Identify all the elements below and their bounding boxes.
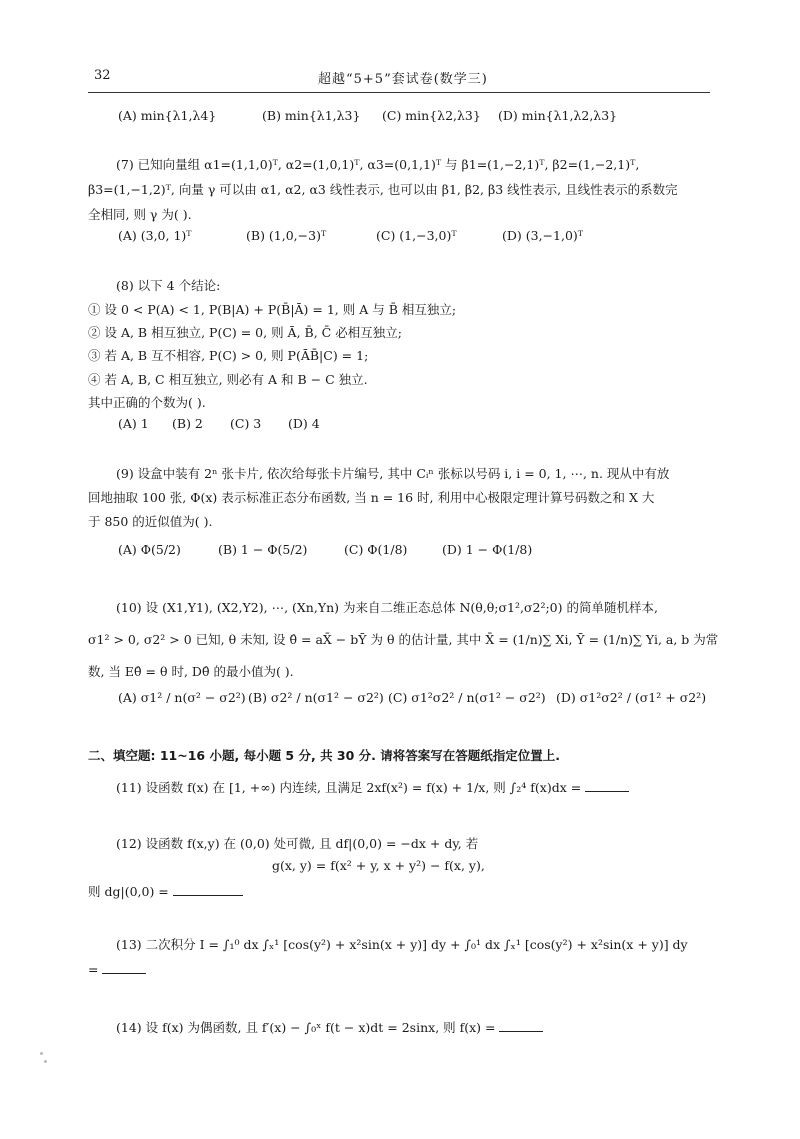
- q9-option-b: (B) 1 − Φ(5/2): [218, 542, 308, 557]
- q7-line-3: 全相同, 则 γ 为( ).: [88, 207, 192, 222]
- q7-option-c: (C) (1,−3,0)ᵀ: [376, 228, 457, 243]
- q12-answer-blank[interactable]: [173, 885, 243, 896]
- header-rule: [88, 92, 710, 93]
- q7-option-b: (B) (1,0,−3)ᵀ: [246, 228, 327, 243]
- q13-equals: =: [88, 962, 99, 977]
- q10-line-3: 数, 当 Eθ̂ = θ 时, Dθ̂ 的最小值为( ).: [88, 664, 294, 679]
- q6-option-a: (A) min{λ1,λ4}: [118, 108, 217, 123]
- q10-option-c: (C) σ1²σ2² / n(σ1² − σ2²): [388, 690, 546, 705]
- q7-option-a: (A) (3,0, 1)ᵀ: [118, 228, 192, 243]
- q7-line-2: β3=(1,−1,2)ᵀ, 向量 γ 可以由 α1, α2, α3 线性表示, 也可以由 β1, β2, β3 线性表示, 且线性表示的系数完: [88, 182, 678, 197]
- q9-option-c: (C) Φ(1/8): [344, 542, 408, 557]
- q8-option-a: (A) 1: [118, 416, 149, 431]
- q13-line-1: (13) 二次积分 I = ∫₁⁰ dx ∫ₓ¹ [cos(y²) + x²sin(x + y)] dy + ∫₀¹ dx ∫ₓ¹ [cos(y²) + x²sin(x + y)] dy: [116, 937, 688, 952]
- q7-line-1: (7) 已知向量组 α1=(1,1,0)ᵀ, α2=(1,0,1)ᵀ, α3=(0,1,1)ᵀ 与 β1=(1,−2,1)ᵀ, β2=(1,−2,1)ᵀ,: [116, 157, 640, 172]
- scan-dot: [44, 1060, 47, 1063]
- q10-line-2: σ1² > 0, σ2² > 0 已知, θ 未知, 设 θ̂ = aX̄ − bȲ 为 θ 的估计量, 其中 X̄ = (1/n)∑ Xi, Ȳ = (1/n)∑ Yi, a, b 为常: [88, 632, 719, 647]
- q10-option-a: (A) σ1² / n(σ² − σ2²): [118, 690, 246, 705]
- q10-option-d: (D) σ1²σ2² / (σ1² + σ2²): [556, 690, 707, 705]
- q9-line-3: 于 850 的近似值为( ).: [88, 514, 213, 529]
- q6-option-d: (D) min{λ1,λ2,λ3}: [498, 108, 618, 123]
- q10-line-1: (10) 设 (X1,Y1), (X2,Y2), ⋯, (Xn,Yn) 为来自二维正态总体 N(θ,θ;σ1²,σ2²;0) 的简单随机样本,: [116, 600, 658, 615]
- q8-line-6: 其中正确的个数为( ).: [88, 395, 206, 410]
- page-number: 32: [94, 68, 111, 83]
- q8-statement-2: ② 设 A, B 相互独立, P(C) = 0, 则 Ā, B̄, C̄ 必相互独立;: [88, 325, 402, 340]
- q8-line-1: (8) 以下 4 个结论:: [116, 278, 221, 293]
- q11-text: [116, 778, 629, 796]
- q14-text: [116, 1018, 543, 1036]
- scan-dot: [40, 1052, 43, 1055]
- q14-question: (14) 设 f(x) 为偶函数, 且 f′(x) − ∫₀ˣ f(t − x)dt = 2sinx, 则 f(x) =: [116, 1020, 496, 1035]
- q11-answer-blank[interactable]: [585, 781, 629, 792]
- q8-statement-3: ③ 若 A, B 互不相容, P(C) > 0, 则 P(ĀB̄|C) = 1;: [88, 348, 369, 363]
- q9-option-d: (D) 1 − Φ(1/8): [442, 542, 533, 557]
- q8-option-b: (B) 2: [172, 416, 203, 431]
- q12-question-end: 则 dg|(0,0) =: [88, 884, 169, 899]
- page-header-title: 超越“5+5”套试卷(数学三): [318, 72, 488, 87]
- q12-line-1: (12) 设函数 f(x,y) 在 (0,0) 处可微, 且 df|(0,0) = −dx + dy, 若: [116, 836, 479, 851]
- q12-formula: g(x, y) = f(x² + y, x + y²) − f(x, y),: [272, 858, 485, 873]
- q7-option-d: (D) (3,−1,0)ᵀ: [502, 228, 584, 243]
- q8-statement-4: ④ 若 A, B, C 相互独立, 则必有 A 和 B − C 独立.: [88, 372, 368, 387]
- q8-statement-1: ① 设 0 < P(A) < 1, P(B|A) + P(B̄|Ā) = 1, 则 A 与 B̄ 相互独立;: [88, 302, 457, 317]
- q14-answer-blank[interactable]: [499, 1021, 543, 1032]
- q6-option-c: (C) min{λ2,λ3}: [382, 108, 481, 123]
- q8-option-d: (D) 4: [288, 416, 320, 431]
- section-heading-fill-in: 二、填空题: 11~16 小题, 每小题 5 分, 共 30 分. 请将答案写在答题纸指定位置上.: [88, 748, 561, 763]
- q6-option-b: (B) min{λ1,λ3}: [262, 108, 361, 123]
- q13-answer-blank[interactable]: [102, 963, 146, 974]
- q9-option-a: (A) Φ(5/2): [118, 542, 181, 557]
- q13-line-2: [88, 962, 146, 977]
- q11-question: (11) 设函数 f(x) 在 [1, +∞) 内连续, 且满足 2xf(x²) = f(x) + 1/x, 则 ∫₂⁴ f(x)dx =: [116, 780, 582, 795]
- q12-line-3: [88, 882, 243, 900]
- q9-line-1: (9) 设盒中装有 2ⁿ 张卡片, 依次给每张卡片编号, 其中 Cᵢⁿ 张标以号码 i, i = 0, 1, ⋯, n. 现从中有放: [116, 466, 670, 481]
- q8-option-c: (C) 3: [230, 416, 262, 431]
- q9-line-2: 回地抽取 100 张, Φ(x) 表示标准正态分布函数, 当 n = 16 时, 利用中心极限定理计算号码数之和 X 大: [88, 490, 655, 505]
- q10-option-b: (B) σ2² / n(σ1² − σ2²): [248, 690, 384, 705]
